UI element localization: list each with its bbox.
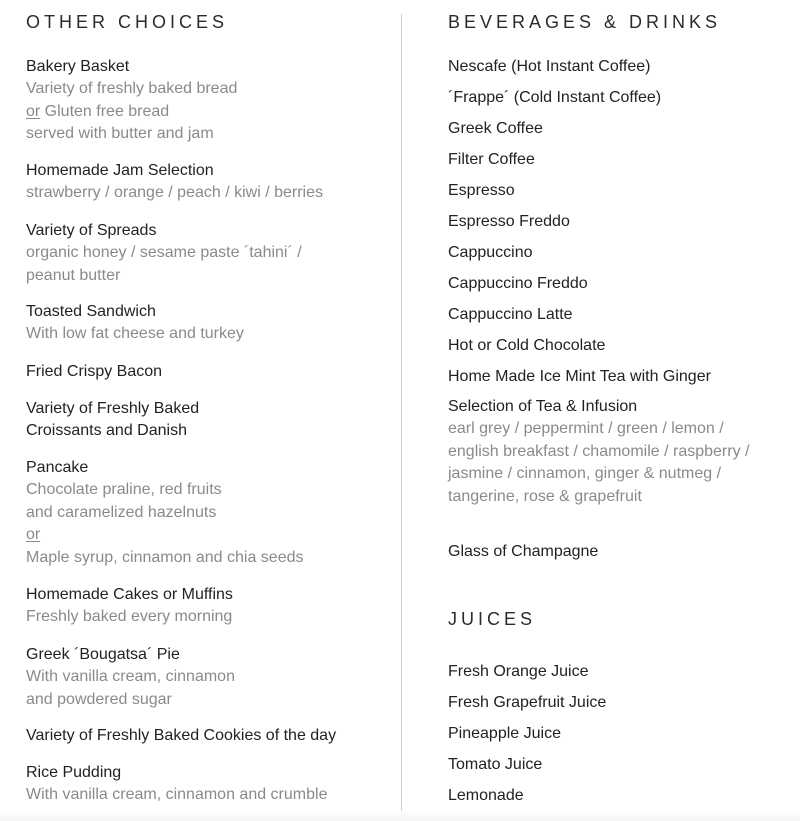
menu-item-tea-infusion: [448, 396, 749, 508]
item-name: Toasted Sandwich: [26, 303, 156, 320]
beverage-item: [448, 180, 515, 202]
item-name: Greek ´Bougatsa´ Pie: [26, 646, 180, 663]
item-name: ´Frappe´ (Cold Instant Coffee): [448, 89, 662, 106]
item-description: and powdered sugar: [26, 690, 172, 708]
beverage-item: [448, 335, 605, 357]
beverage-item: [448, 211, 570, 233]
item-name: Cappuccino Freddo: [448, 275, 588, 292]
beverage-item: [448, 118, 543, 140]
item-name: Selection of Tea & Infusion: [448, 398, 638, 415]
item-description: Maple syrup, cinnamon and chia seeds: [26, 548, 304, 566]
item-description: Variety of freshly baked bread: [26, 80, 238, 98]
juice-item: [448, 692, 606, 714]
menu-item-bougatsa-pie: [26, 644, 235, 711]
menu-item-spreads: [26, 220, 302, 287]
item-name: Nescafe (Hot Instant Coffee): [448, 58, 651, 75]
bottom-edge-shade: [0, 811, 800, 821]
item-name: Espresso: [448, 182, 515, 199]
other-choices-heading: OTHER CHOICES: [26, 12, 229, 32]
column-divider: [401, 14, 402, 811]
item-description: [26, 524, 304, 546]
item-name: Greek Coffee: [448, 120, 543, 137]
item-name: Pancake: [26, 459, 89, 476]
menu-item-jam-selection: [26, 160, 323, 205]
juices-heading: JUICES: [448, 609, 537, 629]
menu-item-toasted-sandwich: [26, 301, 244, 346]
or-separator: or: [26, 526, 41, 544]
beverage-item: [448, 304, 573, 326]
item-name: Variety of Freshly Baked Cookies of the day: [26, 727, 337, 744]
item-name: Cappuccino Latte: [448, 306, 573, 323]
menu-item-bakery-basket: [26, 56, 237, 146]
item-name: Glass of Champagne: [448, 543, 599, 560]
beverage-item: [448, 366, 711, 388]
item-name: Rice Pudding: [26, 764, 122, 781]
item-description: organic honey / sesame paste ´tahini´ /: [26, 244, 302, 262]
juice-item: [448, 723, 561, 745]
menu-item-rice-pudding: [26, 762, 327, 807]
menu-item-croissants: [26, 398, 199, 443]
juice-item: [448, 754, 542, 776]
item-name: Cappuccino: [448, 244, 533, 261]
beverages-heading: BEVERAGES & DRINKS: [448, 12, 722, 32]
item-name: Fresh Grapefruit Juice: [448, 694, 607, 711]
item-name: Espresso Freddo: [448, 213, 570, 230]
item-name: Tomato Juice: [448, 756, 543, 773]
beverage-item: [448, 87, 661, 109]
item-name: Homemade Jam Selection: [26, 162, 214, 179]
item-description-part: Gluten free bread: [40, 102, 170, 120]
item-name: Fresh Orange Juice: [448, 663, 589, 680]
juice-item: [448, 785, 524, 807]
item-name: Filter Coffee: [448, 151, 535, 168]
item-description: With low fat cheese and turkey: [26, 325, 244, 343]
or-separator: or: [26, 102, 41, 120]
item-name: Pineapple Juice: [448, 725, 561, 742]
item-description: Chocolate praline, red fruits: [26, 481, 222, 499]
menu-item-champagne: [448, 541, 598, 563]
beverage-item: [448, 242, 533, 264]
item-description: served with butter and jam: [26, 125, 214, 143]
item-name: Variety of Spreads: [26, 222, 157, 239]
item-name: Variety of Freshly Baked: [26, 400, 200, 417]
item-description: english breakfast / chamomile / raspberry /: [448, 442, 750, 460]
item-description: Freshly baked every morning: [26, 608, 233, 626]
item-name: Lemonade: [448, 787, 524, 804]
item-description: and caramelized hazelnuts: [26, 503, 217, 521]
beverage-item: [448, 56, 650, 78]
juice-item: [448, 661, 589, 683]
beverage-item: [448, 273, 588, 295]
item-name: Fried Crispy Bacon: [26, 363, 163, 380]
menu-item-pancake: [26, 457, 304, 569]
item-description: jasmine / cinnamon, ginger & nutmeg /: [448, 465, 722, 483]
menu-item-crispy-bacon: [26, 361, 162, 383]
item-description: With vanilla cream, cinnamon and crumble: [26, 786, 328, 804]
menu-item-cakes-muffins: [26, 584, 233, 629]
menu-item-cookies: [26, 725, 336, 747]
item-name: Homemade Cakes or Muffins: [26, 586, 233, 603]
item-description: earl grey / peppermint / green / lemon /: [448, 420, 724, 438]
item-name: Home Made Ice Mint Tea with Ginger: [448, 368, 711, 385]
item-description: tangerine, rose & grapefruit: [448, 487, 642, 505]
item-description: peanut butter: [26, 266, 121, 284]
item-description: With vanilla cream, cinnamon: [26, 668, 235, 686]
beverage-item: [448, 149, 535, 171]
item-name: Bakery Basket: [26, 58, 130, 75]
item-description: [26, 101, 237, 123]
item-name: Hot or Cold Chocolate: [448, 337, 606, 354]
item-description: strawberry / orange / peach / kiwi / berries: [26, 184, 324, 202]
item-name: Croissants and Danish: [26, 422, 187, 440]
